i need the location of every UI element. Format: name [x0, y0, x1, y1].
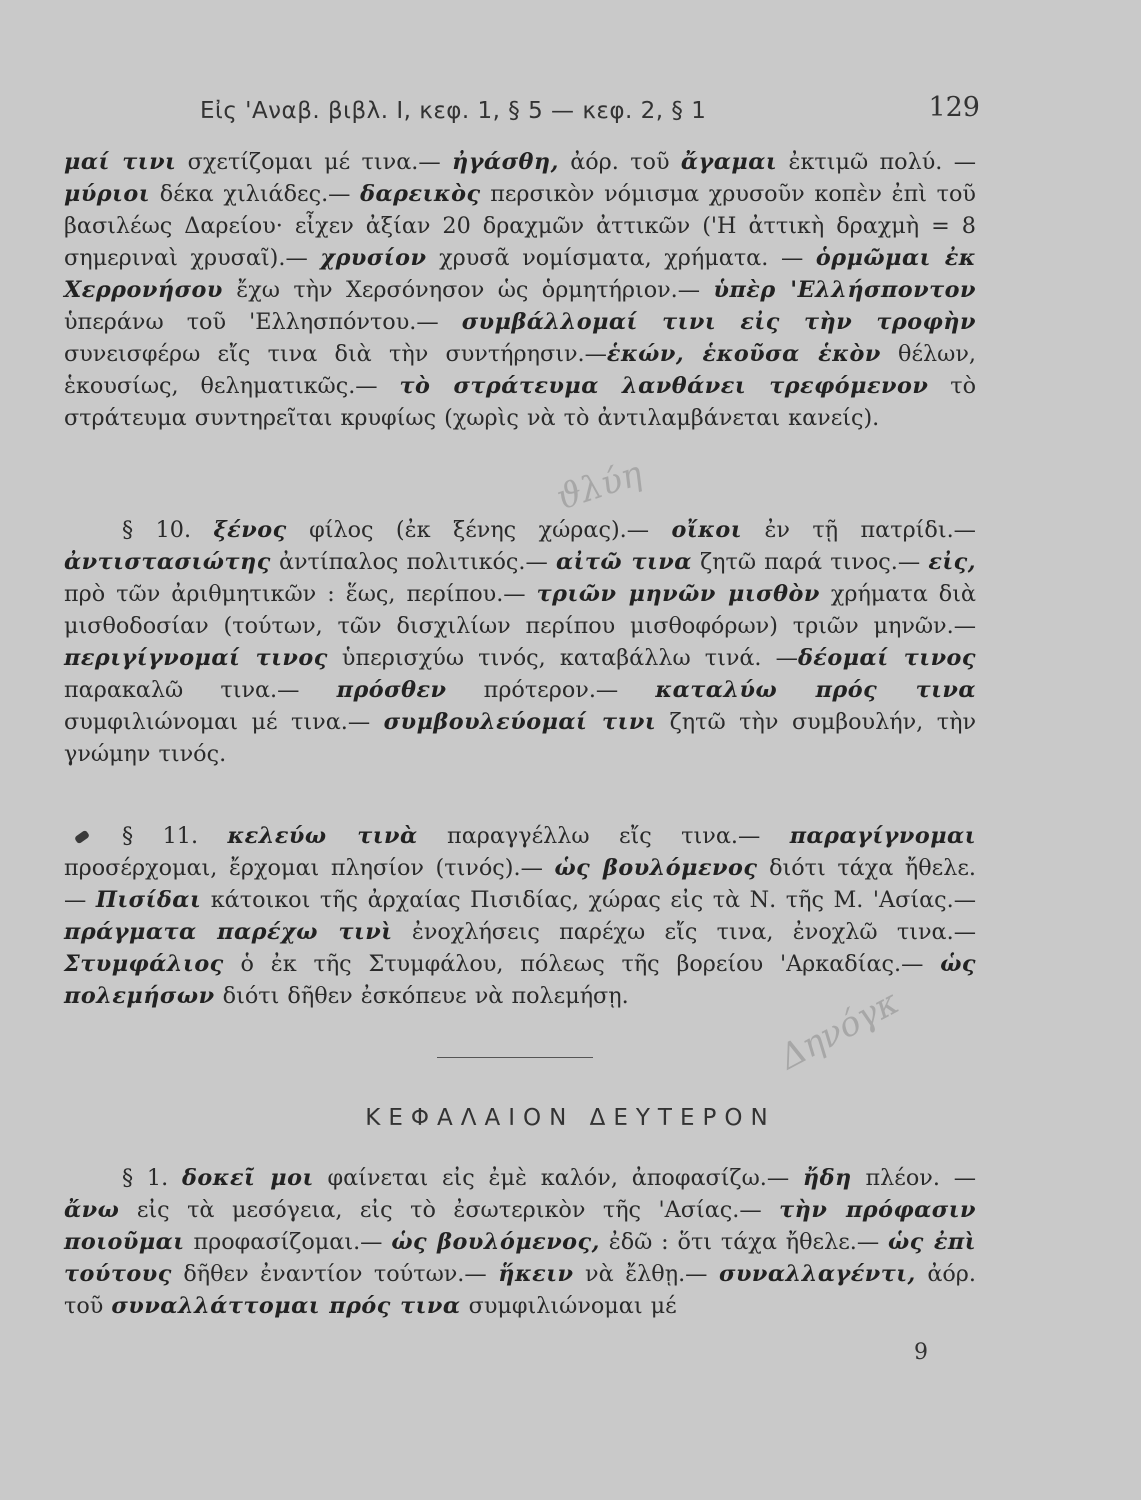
bold-term: ἑκών, ἑκοῦσα ἑκὸν	[606, 341, 881, 367]
gloss-text: παραγγέλλω εἴς τινα.—	[417, 823, 790, 849]
gloss-text: ἐδῶ : ὅτι τάχα ἤθελε.—	[599, 1229, 888, 1255]
bold-term: χρυσίον	[320, 245, 427, 271]
gloss-text: εἰς τὰ μεσόγεια, εἰς τὸ ἐσωτερικὸν τῆς 'Ασίας.—	[119, 1197, 780, 1223]
gloss-text: συνεισφέρω εἴς τινα διὰ τὴν συντήρησιν.—	[64, 341, 607, 367]
paragraph-text	[64, 146, 976, 434]
gloss-text: θέλων, ἑκουσίως, θεληματικῶς.—	[64, 341, 976, 399]
gloss-text: παρακαλῶ τινα.—	[64, 677, 337, 703]
gloss-text: προσέρχομαι, ἔρχομαι πλησίον (τινός).—	[64, 855, 555, 881]
handwritten-signature: ϑλύη	[551, 453, 647, 519]
chapter-heading: ΚΕΦΑΛΑΙΟΝ ΔΕΥΤΕΡΟΝ	[365, 1105, 776, 1131]
gloss-text: περσικὸν νόμισμα χρυσοῦν κοπὲν ἐπὶ τοῦ βασιλέως Δαρείου· εἶχεν ἀξίαν 20 δραχμῶν ἀττικῶν ('Η ἀττικὴ δραχμὴ = 8 σημεριναὶ χρυσαῖ).—	[64, 181, 976, 271]
bold-term: ἄγαμαι	[680, 149, 778, 175]
bold-term: ἥκειν	[498, 1261, 574, 1287]
gloss-text: ζητῶ παρά τινος.—	[691, 549, 929, 575]
bold-term: ἤδη	[802, 1165, 852, 1191]
bold-term: ὡς βουλόμενος,	[391, 1229, 600, 1255]
gloss-text: χρήματα διὰ μισθοδοσίαν (τούτων, τῶν δισχιλίων περίπου μισθοφόρων) τριῶν μηνῶν.—	[64, 581, 976, 639]
page-header	[200, 92, 980, 132]
bold-term: οἴκοι	[671, 517, 743, 543]
bold-term: ὡς ἐπὶ τούτους	[64, 1229, 977, 1287]
paragraph-chapter-2-section-1	[64, 1162, 976, 1322]
bold-term: ξένος	[213, 517, 287, 543]
bold-term: συναλλαγέντι,	[719, 1261, 916, 1287]
gloss-text: νὰ ἔλθῃ.—	[573, 1261, 720, 1287]
gloss-text: τὸ στράτευμα συντηρεῖται κρυφίως (χωρὶς νὰ τὸ ἀντιλαμβάνεται κανείς).	[64, 373, 977, 431]
bold-term: Στυμφάλιος	[64, 951, 224, 977]
gloss-text: προφασίζομαι.—	[184, 1229, 392, 1255]
bold-term: συμβάλλομαί τινι εἰς τὴν τροφὴν	[461, 309, 976, 335]
gloss-text: φίλος (ἐκ ξένης χώρας).—	[286, 517, 672, 543]
bold-term: Πισίδαι	[95, 887, 202, 913]
gloss-text: συμφιλιώνομαι μέ	[460, 1293, 677, 1319]
gloss-text: ὁ ἐκ τῆς Στυμφάλου, πόλεως τῆς βορείου 'Αρκαδίας.—	[223, 951, 941, 977]
bold-term: κελεύω τινὰ	[227, 823, 418, 849]
page-number: 129	[928, 92, 980, 123]
bold-term: τὴν πρόφασιν ποιοῦμαι	[64, 1197, 976, 1255]
paragraph-text	[64, 820, 976, 1012]
gloss-text: συμφιλιώνομαι μέ τινα.—	[64, 709, 384, 735]
bold-term: τὸ στράτευμα λανθάνει τρεφόμενον	[399, 373, 929, 399]
paragraph-text	[64, 1162, 976, 1322]
bold-term: μαί τινι	[64, 149, 177, 175]
gloss-text: πρὸ τῶν ἀριθμητικῶν : ἕως, περίπου.—	[64, 581, 537, 607]
paragraph-continuation	[64, 146, 976, 434]
gloss-text: διότι τάχα ἤθελε. —	[64, 855, 976, 913]
gloss-text: δέκα χιλιάδες.—	[150, 181, 361, 207]
bold-term: εἰς,	[928, 549, 976, 575]
paragraph-section-11	[64, 820, 976, 1012]
gloss-text: δῆθεν ἐναντίον τούτων.—	[171, 1261, 499, 1287]
gloss-text: ἐν τῇ πατρίδι.—	[742, 517, 976, 543]
bold-term: ὡς πολεμήσων	[64, 951, 976, 1009]
bold-term: ὡς βουλόμενος	[554, 855, 758, 881]
gloss-text: § 1.	[122, 1165, 182, 1191]
bold-term: ἄνω	[64, 1197, 120, 1223]
gloss-text: διότι δῆθεν ἐσκόπευε νὰ πολεμήσῃ.	[214, 983, 629, 1009]
bold-term: συμβουλεύομαί τινι	[383, 709, 657, 735]
bold-term: δαρεικὸς	[360, 181, 481, 207]
bold-term: πράγματα παρέχω τινὶ	[64, 919, 393, 945]
gloss-text: ὑπερισχύω τινός, καταβάλλω τινά. —	[327, 645, 798, 671]
gloss-text: πρότερον.—	[446, 677, 656, 703]
gloss-text: κάτοικοι τῆς ἀρχαίας Πισιδίας, χώρας εἰς τὰ Ν. τῆς Μ. 'Ασίας.—	[201, 887, 977, 913]
bold-term: τριῶν μηνῶν μισθὸν	[536, 581, 820, 607]
gloss-text: πλέον. —	[851, 1165, 976, 1191]
bold-term: ὑπὲρ 'Ελλήσποντον	[713, 277, 976, 303]
gloss-text: ἀντίπαλος πολιτικός.—	[270, 549, 556, 575]
gloss-text: ἀόρ. τοῦ	[64, 1261, 977, 1319]
section-divider	[437, 1057, 593, 1058]
bold-term: περιγίγνομαί τινος	[64, 645, 328, 671]
bold-term: αἰτῶ τινα	[555, 549, 692, 575]
gloss-text: ἔχω τὴν Χερσόνησον ὡς ὁρμητήριον.—	[222, 277, 714, 303]
signature-number: 9	[914, 1340, 928, 1365]
bold-term: ὁρμῶμαι ἐκ Χερρονήσου	[64, 245, 977, 303]
gloss-text: ζητῶ τὴν συμβουλήν, τὴν γνώμην τινός.	[64, 709, 976, 767]
bold-term: δέομαί τινος	[797, 645, 976, 671]
gloss-text: χρυσᾶ νομίσματα, χρήματα. —	[426, 245, 816, 271]
gloss-text: ἀόρ. τοῦ	[558, 149, 681, 175]
paragraph-text	[64, 514, 976, 770]
bold-term: ἠγάσθη,	[451, 149, 559, 175]
paragraph-section-10	[64, 514, 976, 770]
gloss-text: φαίνεται εἰς ἐμὲ καλόν, ἀποφασίζω.—	[313, 1165, 803, 1191]
bold-term: πρόσθεν	[336, 677, 447, 703]
bold-term: μύριοι	[64, 181, 151, 207]
handwritten-signature: Δηνόγκ	[773, 982, 906, 1078]
gloss-text: ὑπεράνω τοῦ 'Ελλησπόντου.—	[64, 309, 462, 335]
bold-term: δοκεῖ μοι	[182, 1165, 314, 1191]
bold-term: ἀντιστασιώτης	[64, 549, 271, 575]
gloss-text: σχετίζομαι μέ τινα.—	[176, 149, 452, 175]
running-title: Εἰς 'Αναβ. βιβλ. I, κεφ. 1, § 5 — κεφ. 2, § 1	[200, 98, 707, 124]
gloss-text: ἐνοχλήσεις παρέχω εἴς τινα, ἐνοχλῶ τινα.—	[392, 919, 976, 945]
bold-term: καταλύω πρός τινα	[655, 677, 976, 703]
gloss-text: § 11.	[122, 823, 228, 849]
gloss-text: § 10.	[122, 517, 214, 543]
bold-term: παραγίγνομαι	[789, 823, 976, 849]
bold-term: συναλλάττομαι πρός τινα	[111, 1293, 461, 1319]
gloss-text: ἐκτιμῶ πολύ. —	[777, 149, 977, 175]
